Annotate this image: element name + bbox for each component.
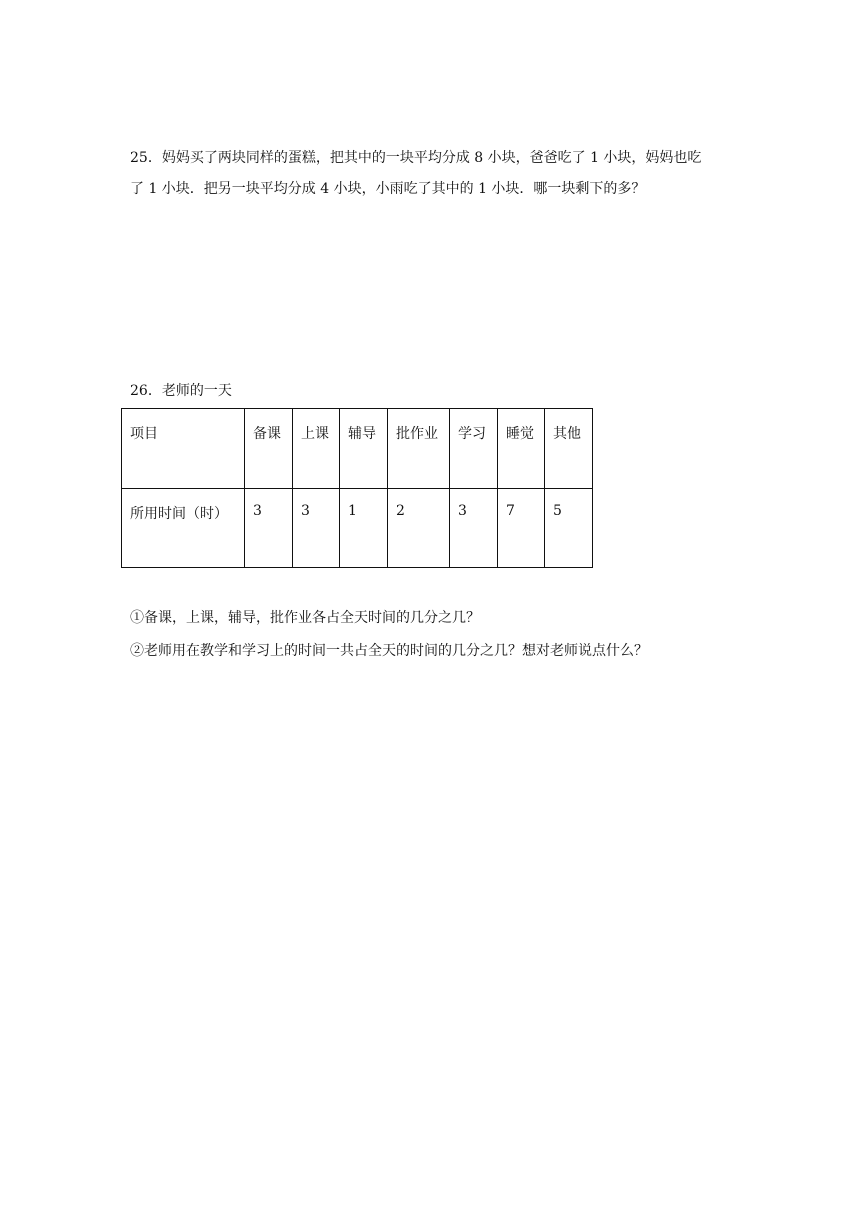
question-25-line-1: 25．妈妈买了两块同样的蛋糕，把其中的一块平均分成 8 小块，爸爸吃了 1 小块，妈妈也吃: [130, 150, 702, 166]
table-header-cell: 备课: [245, 409, 293, 489]
table-cell: 2: [388, 489, 450, 568]
table-header-row: [122, 409, 593, 489]
question-26-part-2: ②老师用在教学和学习上的时间一共占全天的时间的几分之几？想对老师说点什么？: [130, 643, 648, 659]
table-cell: 5: [545, 489, 593, 568]
table-header-cell: 批作业: [388, 409, 450, 489]
table-cell: 1: [340, 489, 388, 568]
question-26-part-1: ①备课，上课，辅导，批作业各占全天时间的几分之几？: [130, 610, 480, 626]
table-cell: 7: [498, 489, 545, 568]
teacher-day-table: [121, 408, 593, 568]
table-header-cell: 其他: [545, 409, 593, 489]
table-header-cell: 学习: [450, 409, 498, 489]
table-cell: 3: [450, 489, 498, 568]
question-26-title: 26．老师的一天: [130, 383, 232, 399]
table-cell: 3: [245, 489, 293, 568]
table-cell: 3: [293, 489, 340, 568]
table-header-cell: 上课: [293, 409, 340, 489]
table-header-cell: 项目: [122, 409, 245, 489]
question-25: [130, 143, 750, 205]
table-header-cell: 辅导: [340, 409, 388, 489]
table-header-cell: 睡觉: [498, 409, 545, 489]
table-cell: 所用时间（时）: [122, 489, 245, 568]
table-row: [122, 489, 593, 568]
question-25-line-2: 了 1 小块．把另一块平均分成 4 小块，小雨吃了其中的 1 小块．哪一块剩下的多？: [130, 181, 646, 197]
